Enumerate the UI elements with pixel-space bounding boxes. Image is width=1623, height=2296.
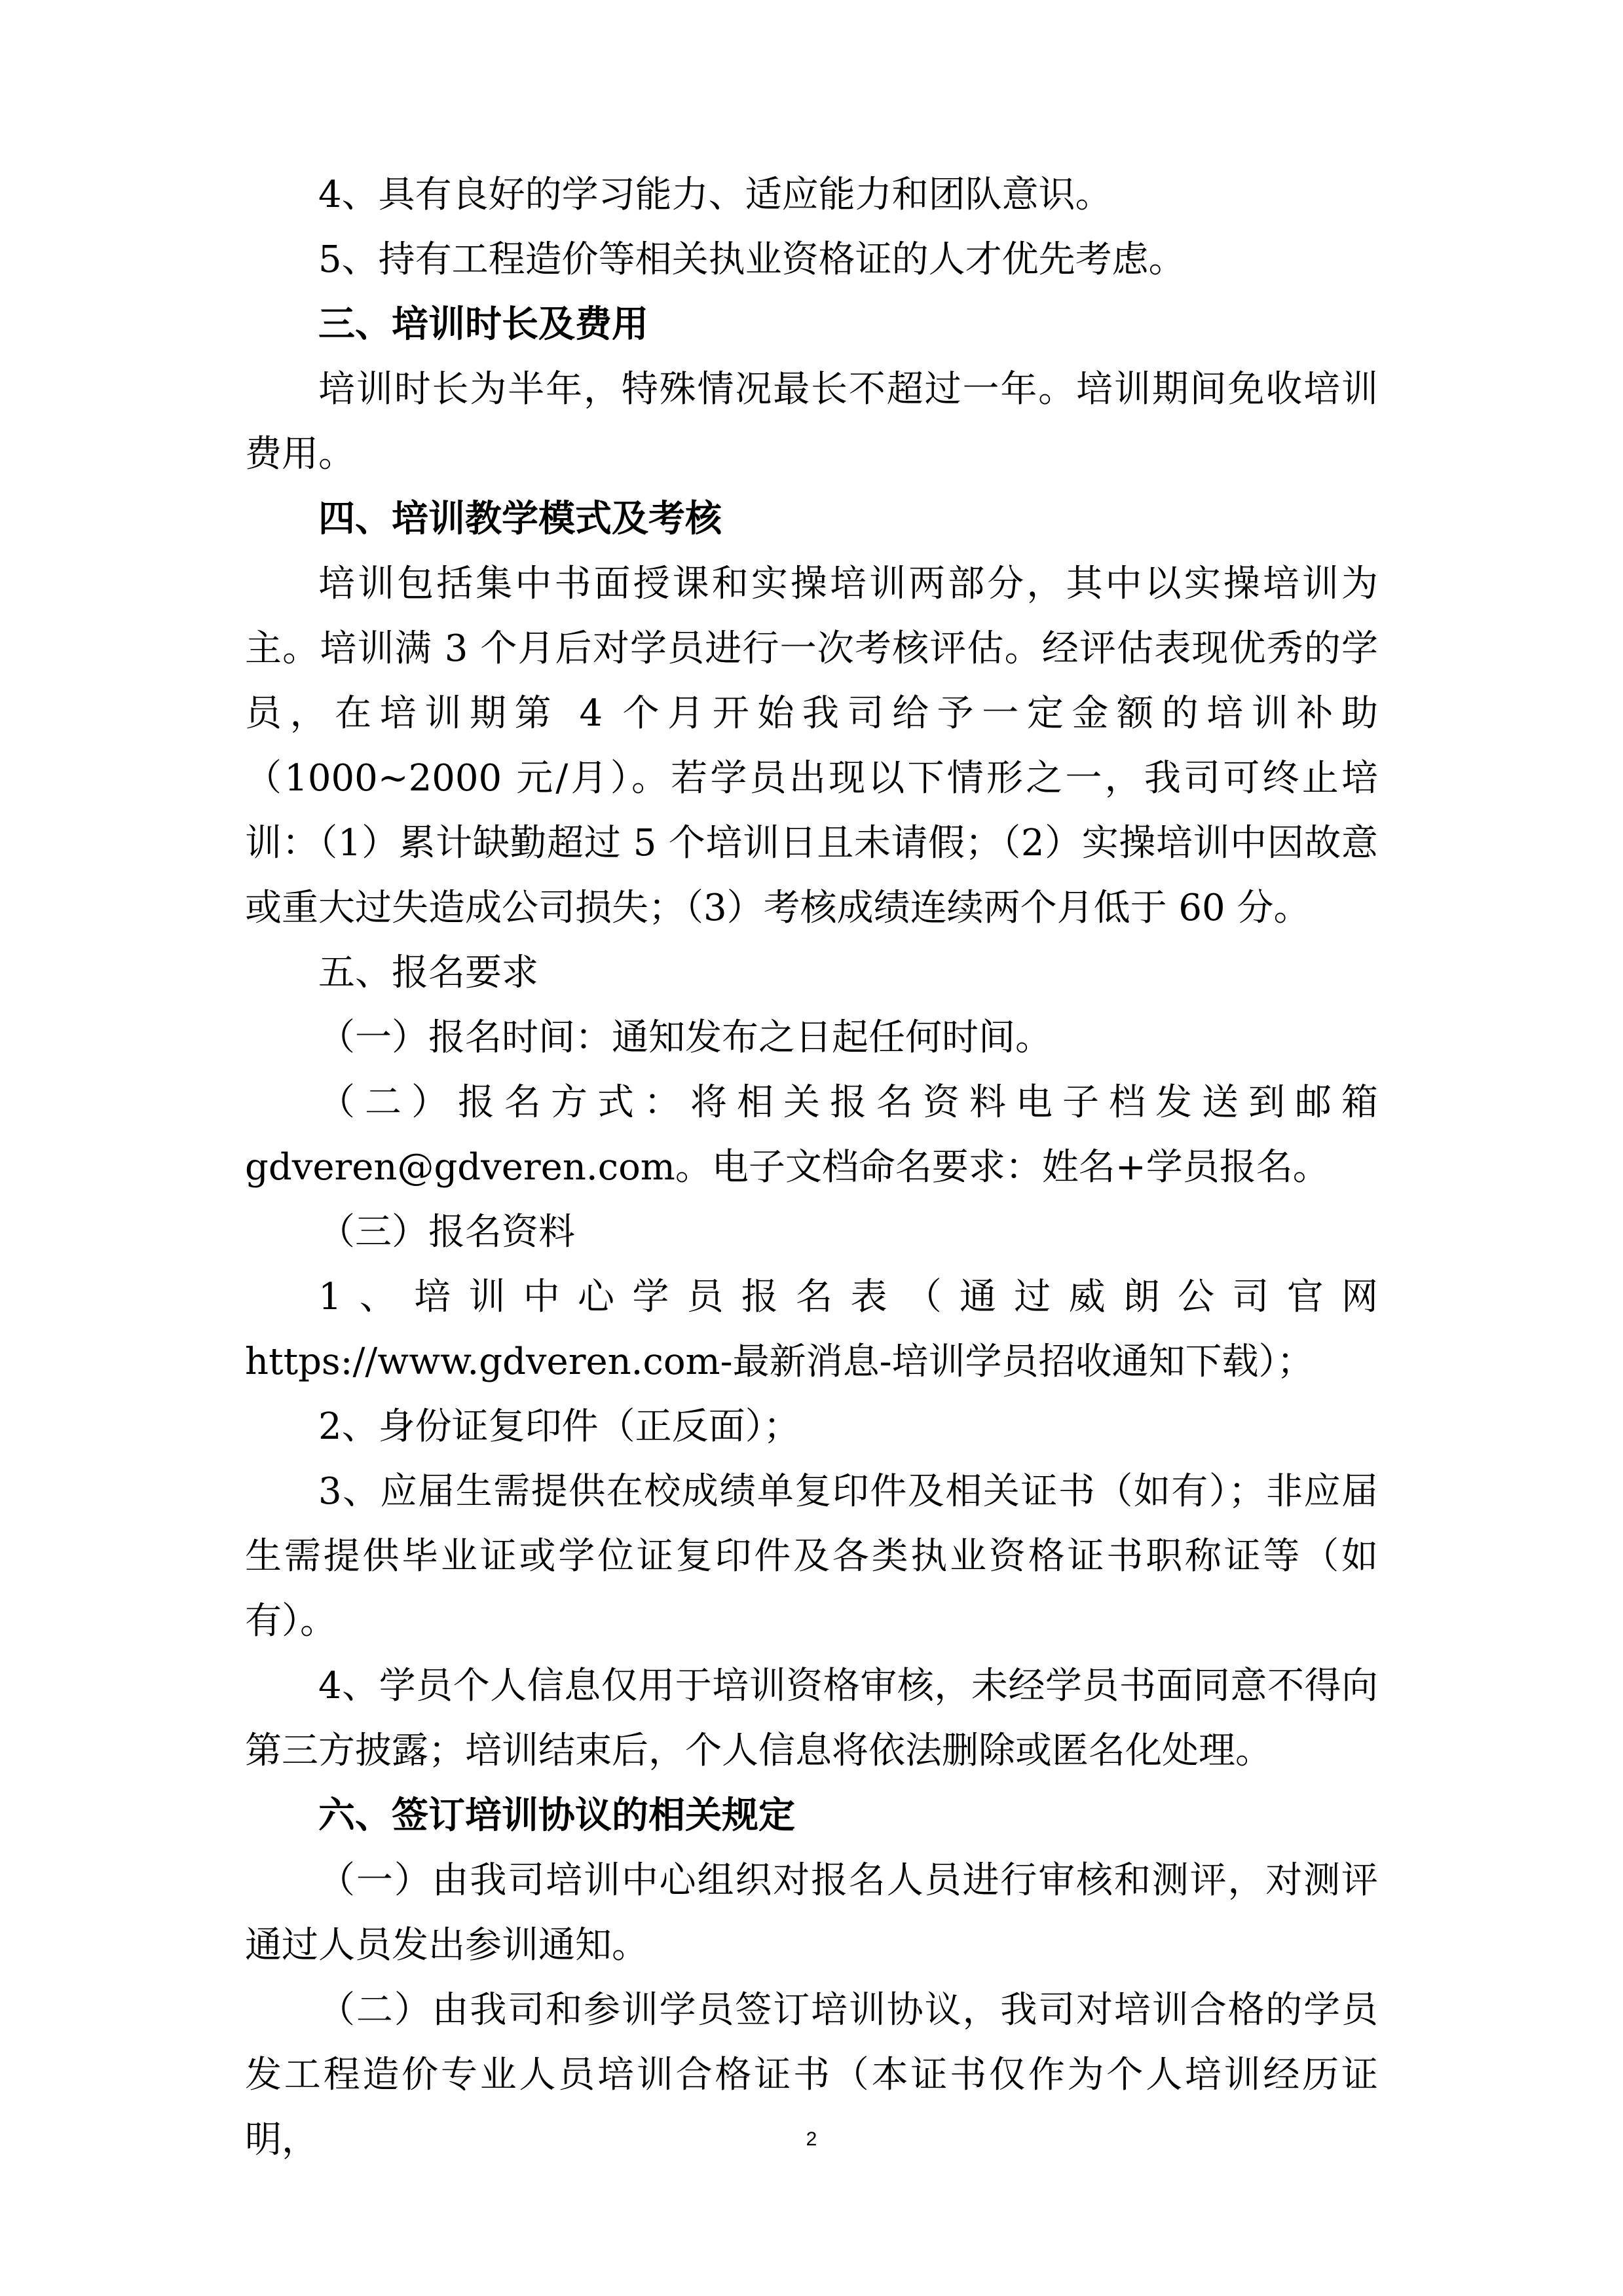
document-body (245, 162, 1378, 2172)
paragraph-requirement-5: 5、持有工程造价等相关执业资格证的人才优先考虑。 (318, 238, 1185, 281)
paragraph-registration-time: （一）报名时间：通知发布之日起任何时间。 (318, 1016, 1052, 1059)
heading-training-duration: 三、培训时长及费用 (318, 303, 648, 346)
paragraph-registration-materials: （三）报名资料 (318, 1211, 575, 1253)
paragraph-material-1-url: https://www.gdveren.com-最新消息-培训学员招收通知下载）； (245, 1341, 1314, 1383)
heading-registration: 五、报名要求 (318, 952, 538, 994)
paragraph-registration-email: gdveren@gdveren.com。电子文档命名要求：姓名+学员报名。 (245, 1146, 1330, 1189)
paragraph-material-3: 3、应届生需提供在校成绩单复印件及相关证书（如有）；非应届生需提供毕业证或学位证复印件及各类执业资格证书职称证等（如有）。 (245, 1470, 1378, 1642)
paragraph-material-4: 4、学员个人信息仅用于培训资格审核，未经学员书面同意不得向第三方披露；培训结束后，个人信息将依法删除或匿名化处理。 (245, 1665, 1378, 1772)
paragraph-teaching-mode: 培训包括集中书面授课和实操培训两部分，其中以实操培训为主。培训满 3 个月后对学员进行一次考核评估。经评估表现优秀的学员，在培训期第 4 个月开始我司给予一定金额的培训补助（1000~2000 元/月）。若学员出现以下情形之一，我司可终止培训：（1）累计缺勤超过 5 个培训日且未请假；（2）实操培训中因故意或重大过失造成公司损失；（3）考核成绩连续两个月低于 60 分。 (245, 563, 1378, 929)
paragraph-requirement-4: 4、具有良好的学习能力、适应能力和团队意识。 (318, 174, 1112, 216)
page-number: 2 (806, 2128, 817, 2150)
paragraph-training-duration: 培训时长为半年，特殊情况最长不超过一年。培训期间免收培训费用。 (245, 368, 1378, 475)
paragraph-material-1: 1、培训中心学员报名表（通过威朗公司官网 (318, 1276, 1378, 1318)
heading-teaching-mode: 四、培训教学模式及考核 (318, 497, 722, 540)
paragraph-agreement-1: （一）由我司培训中心组织对报名人员进行审核和测评，对测评通过人员发出参训通知。 (245, 1859, 1378, 1967)
heading-training-agreement: 六、签订培训协议的相关规定 (318, 1794, 795, 1837)
paragraph-agreement-2: （二）由我司和参训学员签订培训协议，我司对培训合格的学员发工程造价专业人员培训合格证书（本证书仅作为个人培训经历证明， (245, 1989, 1378, 2161)
paragraph-registration-method: （二）报名方式：将相关报名资料电子档发送到邮箱 (318, 1081, 1378, 1124)
paragraph-material-2: 2、身份证复印件（正反面）； (318, 1405, 800, 1448)
